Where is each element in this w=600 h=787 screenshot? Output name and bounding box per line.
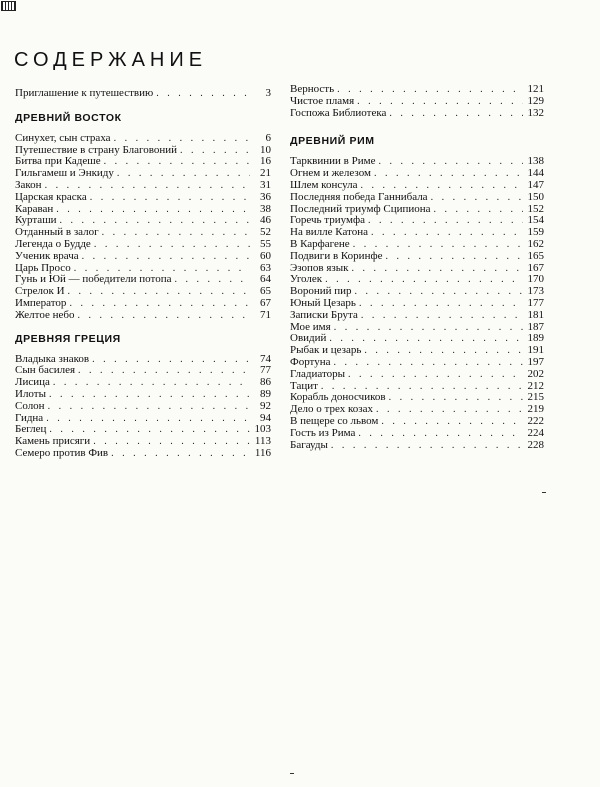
entry-page: 6 — [265, 131, 271, 144]
entry-page: 212 — [527, 379, 544, 392]
toc-entry[interactable] — [15, 239, 271, 251]
entry-title: Шлем консула — [290, 178, 358, 191]
leader-dots — [385, 251, 523, 263]
entry-page: 177 — [527, 296, 544, 309]
entry-title: Стрелок И — [15, 285, 65, 298]
leader-dots — [360, 180, 523, 192]
section-heading-ancient-east: ДРЕВНИЙ ВОСТОК — [15, 111, 122, 124]
entry-page: 10 — [260, 143, 271, 156]
entry-title: Царская краска — [15, 190, 87, 203]
entry-page: 191 — [527, 344, 544, 357]
leader-dots — [53, 377, 250, 389]
entry-title: Огнем и железом — [290, 167, 371, 180]
entry-page: 154 — [527, 214, 544, 227]
entry-title: Караван — [15, 202, 54, 215]
entry-title: Мое имя — [290, 320, 331, 333]
toc-entry[interactable] — [15, 251, 271, 263]
entry-title: В Карфагене — [290, 237, 350, 250]
leader-dots — [104, 156, 250, 168]
toc-entry[interactable] — [290, 263, 544, 275]
toc-entry[interactable] — [15, 389, 271, 401]
toc-entry[interactable] — [15, 133, 271, 145]
leader-dots — [374, 168, 523, 180]
entry-page: 16 — [260, 155, 271, 168]
leader-dots — [78, 365, 250, 377]
toc-entry[interactable] — [290, 416, 544, 428]
scan-tick-mark — [542, 492, 546, 493]
toc-section-ancient-rome — [290, 156, 544, 451]
leader-dots — [180, 145, 250, 157]
toc-entry[interactable] — [15, 168, 271, 180]
leader-dots — [77, 310, 250, 322]
entry-title: Юный Цезарь — [290, 296, 356, 309]
leader-dots — [48, 401, 250, 413]
leader-dots — [376, 404, 523, 416]
entry-page: 121 — [527, 83, 544, 95]
leader-dots — [348, 369, 523, 381]
entry-title: В пещере со львом — [290, 414, 379, 427]
entry-page: 55 — [260, 237, 271, 250]
entry-page: 170 — [527, 273, 544, 286]
leader-dots — [371, 227, 523, 239]
leader-dots — [90, 192, 250, 204]
scan-corner-mark — [1, 1, 16, 11]
leader-dots — [82, 251, 250, 263]
leader-dots — [56, 204, 250, 216]
entry-title: Царь Просо — [15, 261, 71, 274]
section-heading-ancient-greece: ДРЕВНЯЯ ГРЕЦИЯ — [15, 332, 121, 345]
leader-dots — [174, 274, 250, 286]
entry-title: Багауды — [290, 438, 328, 451]
entry-page: 129 — [527, 94, 544, 107]
entry-title: Фортуна — [290, 355, 331, 368]
entry-title: Камень присяги — [15, 435, 91, 448]
entry-page: 21 — [260, 167, 271, 180]
entry-title: Чистое пламя — [290, 94, 355, 107]
toc-entry[interactable] — [290, 180, 544, 192]
entry-title: Ученик врача — [15, 249, 79, 262]
entry-page: 3 — [265, 87, 271, 99]
entry-page: 94 — [260, 411, 271, 424]
leader-dots — [357, 96, 523, 108]
entry-page: 36 — [260, 190, 271, 203]
toc-entry[interactable] — [15, 401, 271, 413]
entry-title: Илоты — [15, 387, 46, 400]
leader-dots — [358, 428, 523, 440]
leader-dots — [102, 227, 250, 239]
entry-title: Приглашение к путешествию — [15, 87, 154, 99]
entry-title: Записки Брута — [290, 308, 358, 321]
entry-title: Гость из Рима — [290, 426, 356, 439]
entry-title: Последний триумф Сципиона — [290, 202, 431, 215]
toc-entry[interactable] — [15, 298, 271, 310]
toc-entry[interactable] — [15, 88, 271, 100]
entry-page: 147 — [527, 178, 544, 191]
entry-page: 132 — [527, 106, 544, 119]
leader-dots — [337, 84, 523, 96]
toc-left-column — [15, 88, 271, 460]
toc-entry[interactable] — [290, 96, 544, 108]
entry-title: Подвиги в Коринфе — [290, 249, 383, 262]
entry-title: Битва при Кадеше — [15, 155, 101, 168]
entry-title: Эзопов язык — [290, 261, 349, 274]
entry-page: 63 — [260, 261, 271, 274]
entry-page: 86 — [260, 376, 271, 389]
entry-title: Гильгамеш и Энкиду — [15, 167, 114, 180]
entry-page: 167 — [527, 261, 544, 274]
entry-title: Семеро против Фив — [15, 446, 109, 459]
entry-title: Горечь триумфа — [290, 214, 365, 227]
entry-title: Госпожа Библиотека — [290, 106, 387, 119]
entry-title: Желтое небо — [15, 308, 75, 321]
entry-title: Овидий — [290, 332, 327, 345]
entry-page: 189 — [527, 332, 544, 345]
toc-entry[interactable] — [290, 322, 544, 334]
leader-dots — [381, 416, 523, 428]
entry-page: 224 — [527, 426, 544, 439]
leader-dots — [68, 286, 250, 298]
entry-page: 181 — [527, 308, 544, 321]
leader-dots — [359, 298, 523, 310]
entry-title: Гидна — [15, 411, 44, 424]
entry-page: 67 — [260, 296, 271, 309]
entry-page: 165 — [527, 249, 544, 262]
entry-page: 31 — [260, 178, 271, 191]
entry-page: 113 — [254, 435, 271, 448]
entry-page: 138 — [527, 155, 544, 168]
toc-entry[interactable] — [290, 357, 544, 369]
entry-title: Синухет, сын страха — [15, 131, 111, 144]
toc-entry[interactable] — [290, 192, 544, 204]
entry-page: 215 — [527, 391, 544, 404]
leader-dots — [361, 310, 523, 322]
entry-title: Корабль доносчиков — [290, 391, 386, 404]
leader-dots — [364, 345, 523, 357]
entry-title: Уголек — [290, 273, 323, 286]
entry-page: 74 — [260, 352, 271, 365]
entry-title: Дело о трех козах — [290, 403, 373, 416]
entry-title: Владыка знаков — [15, 352, 90, 365]
toc-entry[interactable] — [290, 310, 544, 322]
leader-dots — [334, 322, 523, 334]
page-title: СОДЕРЖАНИЕ — [14, 49, 208, 71]
entry-title: Отданный в залог — [15, 226, 99, 239]
toc-entry[interactable] — [290, 251, 544, 263]
entry-title: Легенда о Будде — [15, 237, 91, 250]
entry-title: Курташи — [15, 214, 57, 227]
leader-dots — [93, 436, 250, 448]
entry-page: 38 — [260, 202, 271, 215]
entry-title: Рыбак и цезарь — [290, 344, 362, 357]
entry-page: 162 — [527, 237, 544, 250]
leader-dots — [378, 156, 523, 168]
toc-entry[interactable] — [290, 428, 544, 440]
toc-entry[interactable] — [290, 298, 544, 310]
entry-title: Путешествие в страну Благовоний — [15, 143, 178, 156]
toc-entry[interactable] — [15, 310, 271, 322]
leader-dots — [389, 108, 523, 120]
entry-title: Последняя победа Ганнибала — [290, 190, 428, 203]
leader-dots — [325, 274, 523, 286]
entry-title: Закон — [15, 178, 42, 191]
entry-title: Сын басилея — [15, 364, 76, 377]
entry-page: 197 — [527, 355, 544, 368]
entry-page: 89 — [260, 387, 271, 400]
leader-dots — [69, 298, 250, 310]
entry-page: 150 — [527, 190, 544, 203]
entry-title: Лисица — [15, 376, 50, 389]
entry-title: Верность — [290, 83, 335, 95]
entry-page: 77 — [260, 364, 271, 377]
entry-page: 46 — [260, 214, 271, 227]
entry-page: 64 — [260, 273, 271, 286]
entry-title: Вороний пир — [290, 285, 352, 298]
entry-page: 92 — [260, 399, 271, 412]
toc-entry[interactable] — [15, 377, 271, 389]
entry-title: Император — [15, 296, 67, 309]
toc-right-column — [290, 84, 544, 451]
toc-section-continued — [290, 84, 544, 119]
leader-dots — [94, 239, 250, 251]
entry-title: Тацит — [290, 379, 318, 392]
toc-section-ancient-east — [15, 133, 271, 322]
entry-page: 219 — [527, 403, 544, 416]
toc-section-ancient-greece — [15, 354, 271, 460]
entry-page: 65 — [260, 285, 271, 298]
leader-dots — [117, 168, 250, 180]
section-heading-ancient-rome: ДРЕВНИЙ РИМ — [290, 135, 375, 148]
leader-dots — [46, 413, 250, 425]
entry-page: 116 — [254, 446, 271, 459]
leader-dots — [111, 448, 250, 460]
leader-dots — [331, 440, 523, 452]
toc-entry[interactable] — [290, 440, 544, 452]
leader-dots — [92, 354, 250, 366]
entry-page: 159 — [527, 226, 544, 239]
leader-dots — [156, 88, 250, 100]
entry-page: 222 — [527, 414, 544, 427]
entry-title: Беглец — [15, 423, 47, 436]
leader-dots — [352, 263, 523, 275]
toc-entry[interactable] — [290, 239, 544, 251]
leader-dots — [368, 215, 523, 227]
leader-dots — [114, 133, 250, 145]
entry-page: 202 — [527, 367, 544, 380]
entry-page: 173 — [527, 285, 544, 298]
leader-dots — [434, 204, 523, 216]
toc-entry[interactable] — [15, 180, 271, 192]
entry-title: Солон — [15, 399, 45, 412]
toc-entry[interactable] — [15, 365, 271, 377]
leader-dots — [431, 192, 523, 204]
entry-page: 60 — [260, 249, 271, 262]
entry-title: Тарквинии в Риме — [290, 155, 376, 168]
leader-dots — [389, 392, 523, 404]
entry-page: 228 — [527, 438, 544, 451]
entry-title: Гладиаторы — [290, 367, 346, 380]
toc-entry[interactable] — [290, 369, 544, 381]
leader-dots — [353, 239, 523, 251]
entry-page: 71 — [260, 308, 271, 321]
toc-entry[interactable] — [15, 192, 271, 204]
entry-page: 187 — [527, 320, 544, 333]
scan-tick-mark — [290, 773, 294, 774]
leader-dots — [49, 389, 250, 401]
toc-entry[interactable] — [290, 108, 544, 120]
entry-page: 52 — [260, 226, 271, 239]
entry-title: Гунь и Юй — победители потопа — [15, 273, 172, 286]
entry-page: 103 — [254, 423, 271, 436]
toc-entry[interactable] — [15, 413, 271, 425]
toc-entry[interactable] — [15, 448, 271, 460]
leader-dots — [355, 286, 523, 298]
entry-title: На вилле Катона — [290, 226, 368, 239]
entry-page: 144 — [527, 167, 544, 180]
leader-dots — [333, 357, 523, 369]
entry-page: 152 — [527, 202, 544, 215]
leader-dots — [45, 180, 250, 192]
